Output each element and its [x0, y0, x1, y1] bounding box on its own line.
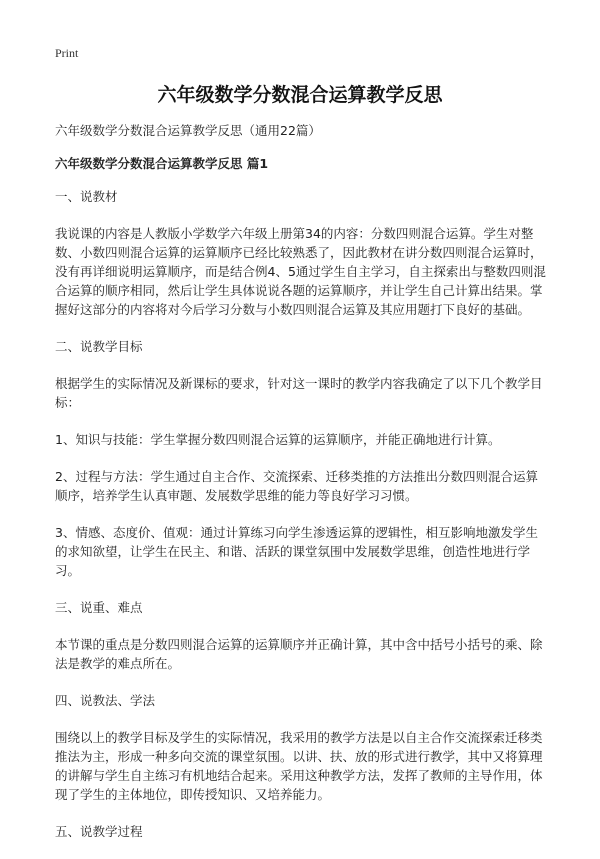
- section-1-paragraph-1: 我说课的内容是人教版小学数学六年级上册第34的内容：分数四则混合运算。学生对整数、小数四则混合运算的运算顺序已经比较熟悉了，因此教材在讲分数四则混合运算时，没有再详细说明运算顺序，而是结合例4、5通过学生自主学习，自主探索出与整数四则混合运算的顺序相同，然后让学生具体说说各题的运算顺序，并让学生自己计算出结果。掌握好这部分的内容将对今后学习分数与小数四则混合运算及其应用题打下良好的基础。: [55, 226, 546, 317]
- section-2-paragraph-3: 2、过程与方法：学生通过自主合作、交流探索、迁移类推的方法推出分数四则混合运算顺序，培养学生认真审题、发展数学思维的能力等良好学习习惯。: [55, 469, 538, 503]
- page-title: 六年级数学分数混合运算教学反思: [157, 84, 443, 106]
- section-heading-5: 五、说教学过程: [55, 824, 143, 839]
- section-2-paragraph-1: 根据学生的实际情况及新课标的要求，针对这一课时的教学内容我确定了以下几个教学目标：: [55, 376, 543, 410]
- section-2-paragraph-2: 1、知识与技能：学生掌握分数四则混合运算的运算顺序，并能正确地进行计算。: [55, 432, 501, 447]
- section-heading-3: 三、说重、难点: [55, 600, 143, 615]
- section-heading-4: 四、说教法、学法: [55, 693, 156, 708]
- section-4-paragraph-1: 围绕以上的教学目标及学生的实际情况，我采用的教学方法是以自主合作交流探索迁移类推法为主，形成一种多向交流的课堂氛围。以讲、扶、放的形式进行教学，其中又将算理的讲解与学生自主练习有机地结合起来。采用这种教学方法，发挥了教师的主导作用，体现了学生的主体地位，即传授知识、又培养能力。: [55, 730, 543, 802]
- section-3-paragraph-1: 本节课的重点是分数四则混合运算的运算顺序并正确计算，其中含中括号小括号的乘、除法是教学的难点所在。: [55, 637, 543, 671]
- section-heading-2: 二、说教学目标: [55, 339, 143, 354]
- section-heading-1: 一、说教材: [55, 189, 118, 204]
- document-body: [55, 121, 550, 859]
- chapter-heading: 六年级数学分数混合运算教学反思 篇1: [55, 156, 269, 171]
- print-link[interactable]: Print: [55, 46, 79, 60]
- document-subtitle: 六年级数学分数混合运算教学反思（通用22篇）: [55, 123, 321, 138]
- section-2-paragraph-4: 3、情感、态度价、值观：通过计算练习向学生渗透运算的逻辑性，相互影响地激发学生的求知欲望，让学生在民主、和谐、活跃的课堂氛围中发展数学思维，创造性地进行学习。: [55, 525, 538, 578]
